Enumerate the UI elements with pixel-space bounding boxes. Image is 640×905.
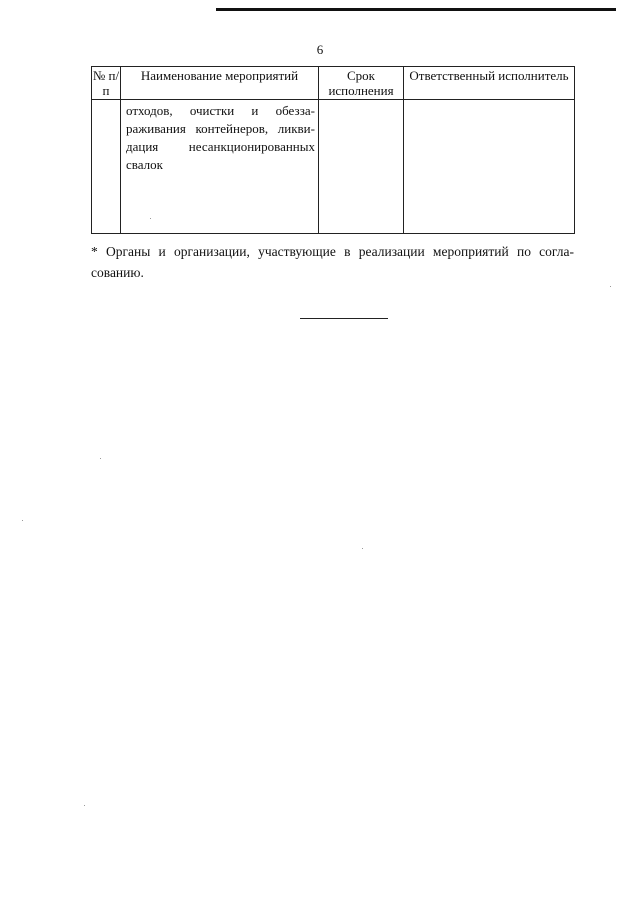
top-border-line bbox=[216, 8, 616, 11]
scan-speck bbox=[22, 520, 23, 521]
page-number: 6 bbox=[316, 42, 324, 57]
header-name: Наименование мероприятий bbox=[121, 67, 319, 100]
scan-speck bbox=[610, 286, 611, 287]
cell-num bbox=[92, 100, 121, 234]
cell-name bbox=[121, 100, 319, 234]
cell-term bbox=[319, 100, 404, 234]
footnote: * Органы и организации, участвующие в реализации мероприятий по согласованию. bbox=[91, 244, 574, 280]
header-term: Срок исполнения bbox=[319, 67, 404, 100]
scan-speck bbox=[150, 218, 151, 219]
table-header-row bbox=[92, 67, 575, 100]
end-separator-line bbox=[300, 318, 388, 319]
table-row bbox=[92, 100, 575, 234]
header-responsible: Ответственный исполнитель bbox=[404, 67, 575, 100]
event-name-text: отходов, очистки и обеззараживания контейнеров, ликвидация несанкционированных свалок bbox=[126, 103, 315, 172]
scan-speck bbox=[84, 805, 85, 806]
scan-speck bbox=[362, 548, 363, 549]
cell-responsible bbox=[404, 100, 575, 234]
header-num: № п/п bbox=[92, 68, 120, 98]
scan-speck bbox=[100, 458, 101, 459]
activities-table bbox=[91, 66, 575, 234]
